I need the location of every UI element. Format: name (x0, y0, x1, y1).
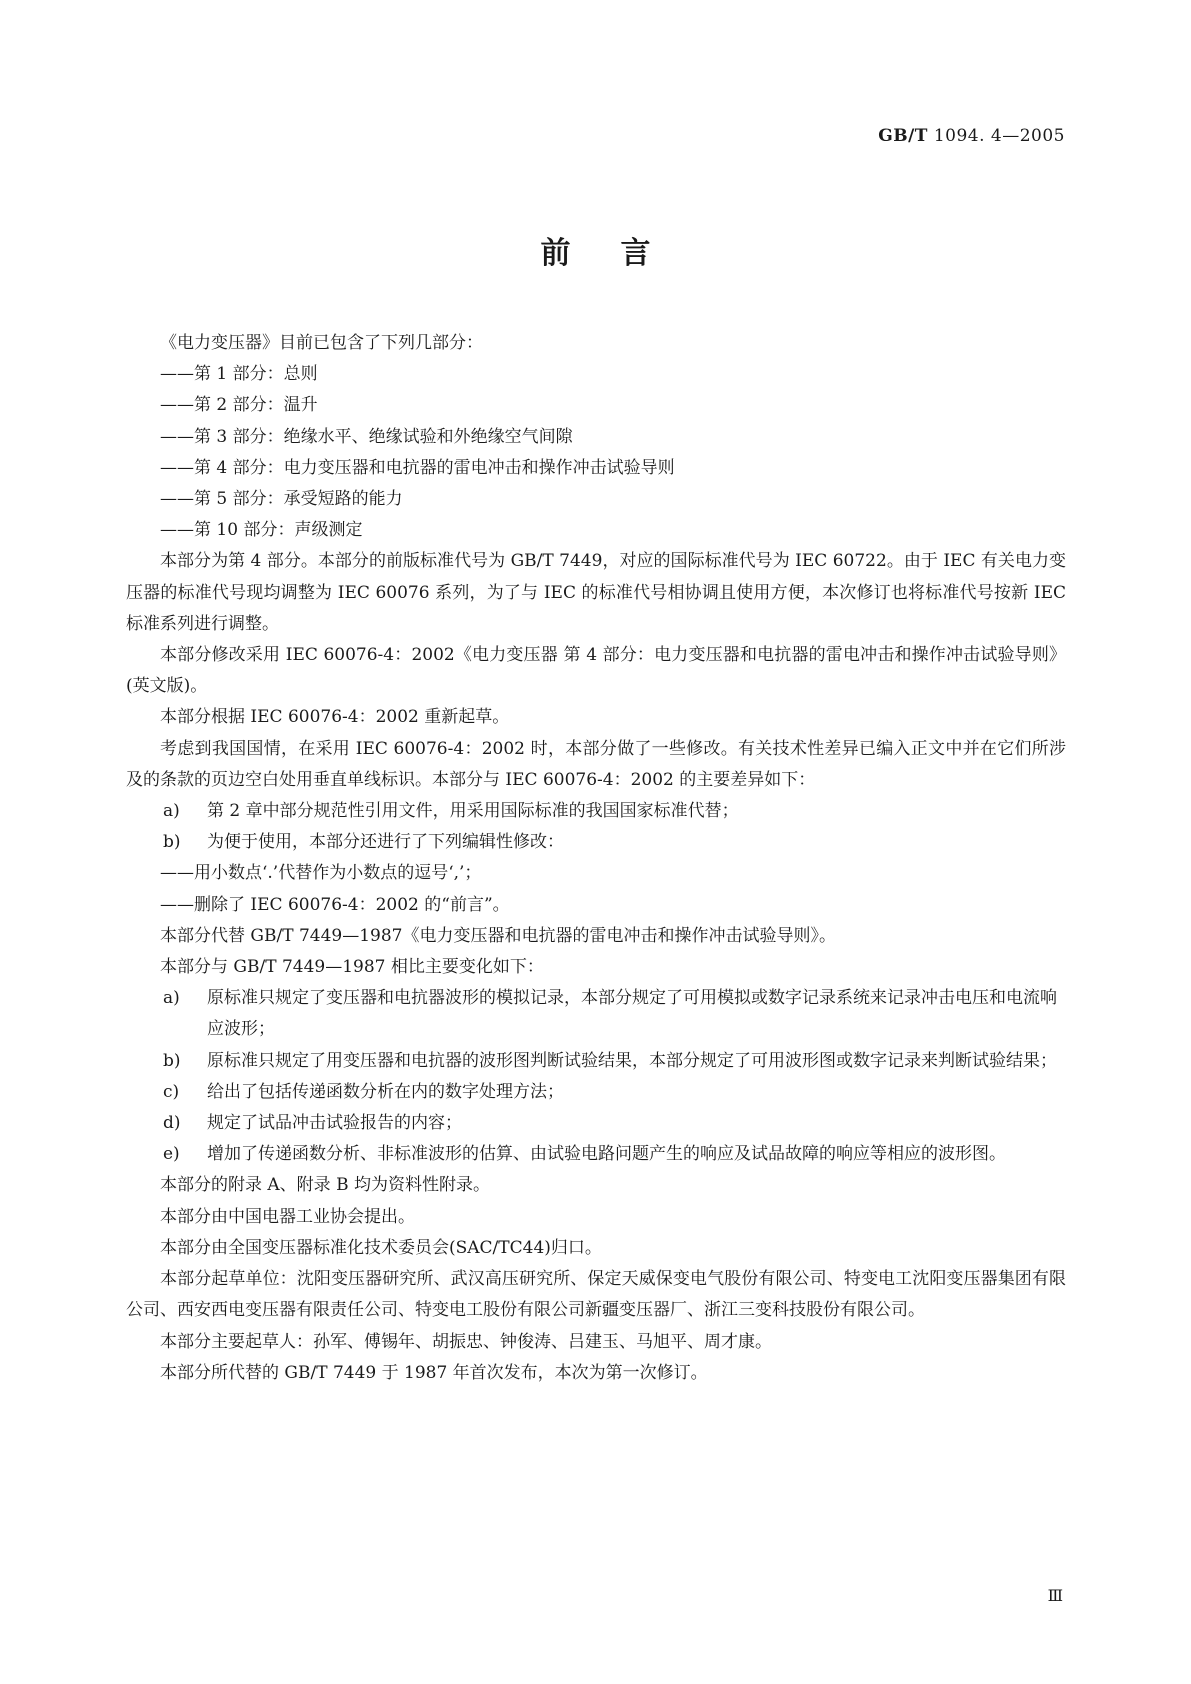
paragraph-redrafting: 本部分根据 IEC 60076-4：2002 重新起草。 (160, 707, 510, 728)
paragraph-annexes: 本部分的附录 A、附录 B 均为资料性附录。 (160, 1175, 490, 1196)
item-label: d) (163, 1113, 181, 1134)
paragraph-supersedes: 本部分代替 GB/T 7449—1987《电力变压器和电抗器的雷电冲击和操作冲击试验导则》。 (160, 925, 836, 946)
paragraph-differences: 考虑到我国国情，在采用 IEC 60076-4：2002 时，本部分做了一些修改。有关技术性差异已编入正文中并在它们所涉及的条款的页边空白处用垂直单线标识。本部分与 IEC 60076-4：2002 的主要差异如下： (126, 738, 1066, 790)
change-item (126, 983, 1066, 1045)
part-list-item: ——第 10 部分：声级测定 (160, 520, 363, 541)
change-item (126, 1077, 1066, 1108)
foreword-body (126, 328, 1066, 1389)
paragraph-adoption: 本部分修改采用 IEC 60076-4：2002《电力变压器 第 4 部分：电力变压器和电抗器的雷电冲击和操作冲击试验导则》(英文版)。 (126, 645, 1066, 697)
item-text: 规定了试品冲击试验报告的内容； (207, 1113, 462, 1134)
item-label: b) (163, 832, 181, 853)
part-list-item: ——第 5 部分：承受短路的能力 (160, 489, 403, 510)
item-text: 给出了包括传递函数分析在内的数字处理方法； (207, 1081, 564, 1102)
change-item (126, 1046, 1066, 1077)
item-text: 原标准只规定了用变压器和电抗器的波形图判断试验结果，本部分规定了可用波形图或数字记录来判断试验结果； (207, 1050, 1057, 1071)
paragraph-proposer: 本部分由中国电器工业协会提出。 (160, 1206, 415, 1227)
paragraph-drafters: 本部分主要起草人：孙军、傅锡年、胡振忠、钟俊涛、吕建玉、马旭平、周才康。 (160, 1331, 772, 1352)
intro-paragraph: 《电力变压器》目前已包含了下列几部分： (160, 333, 483, 353)
part-list-item: ——第 3 部分：绝缘水平、绝缘试验和外绝缘空气间隙 (160, 426, 573, 447)
part-list-item: ——第 1 部分：总则 (160, 364, 318, 385)
paragraph-changes: 本部分与 GB/T 7449—1987 相比主要变化如下： (160, 957, 544, 978)
item-label: a) (163, 801, 180, 822)
page-number: Ⅲ (1047, 1586, 1063, 1605)
standard-prefix: GB/T (878, 126, 928, 146)
change-item (126, 1108, 1066, 1139)
paragraph-history: 本部分所代替的 GB/T 7449 于 1987 年首次发布，本次为第一次修订。 (160, 1362, 708, 1383)
item-label: a) (163, 988, 180, 1009)
item-label: e) (163, 1144, 180, 1165)
standard-code (878, 126, 1065, 146)
item-label: c) (163, 1081, 180, 1102)
edit-list-item: ——用小数点‘.’代替作为小数点的逗号‘,’； (160, 863, 482, 884)
difference-item (126, 827, 1066, 858)
item-text: 原标准只规定了变压器和电抗器波形的模拟记录，本部分规定了可用模拟或数字记录系统来记录冲击电压和电流响应波形； (207, 988, 1057, 1040)
paragraph-part-replacement: 本部分为第 4 部分。本部分的前版标准代号为 GB/T 7449，对应的国际标准代号为 IEC 60722。由于 IEC 有关电力变压器的标准代号现均调整为 IEC 60076 系列，为了与 IEC 的标准代号相协调且使用方便，本次修订也将标准代号按新 IEC 标准系列进行调整。 (126, 551, 1066, 634)
change-item (126, 1139, 1066, 1170)
item-label: b) (163, 1050, 181, 1071)
item-text: 为便于使用，本部分还进行了下列编辑性修改： (207, 832, 564, 853)
paragraph-drafting-units: 本部分起草单位：沈阳变压器研究所、武汉高压研究所、保定天威保变电气股份有限公司、特变电工沈阳变压器集团有限公司、西安西电变压器有限责任公司、特变电工股份有限公司新疆变压器厂、浙江三变科技股份有限公司。 (126, 1269, 1066, 1321)
page-title: 前言 (540, 236, 701, 271)
part-list-item: ——第 2 部分：温升 (160, 395, 318, 416)
item-text: 第 2 章中部分规范性引用文件，用采用国际标准的我国国家标准代替； (207, 801, 739, 822)
standard-number: 1094. 4—2005 (927, 126, 1065, 146)
difference-item (126, 796, 1066, 827)
item-text: 增加了传递函数分析、非标准波形的估算、由试验电路问题产生的响应及试品故障的响应等相应的波形图。 (207, 1144, 1006, 1165)
paragraph-committee: 本部分由全国变压器标准化技术委员会(SAC/TC44)归口。 (160, 1237, 602, 1258)
part-list-item: ——第 4 部分：电力变压器和电抗器的雷电冲击和操作冲击试验导则 (160, 457, 675, 478)
edit-list-item: ——删除了 IEC 60076-4：2002 的“前言”。 (160, 894, 510, 915)
